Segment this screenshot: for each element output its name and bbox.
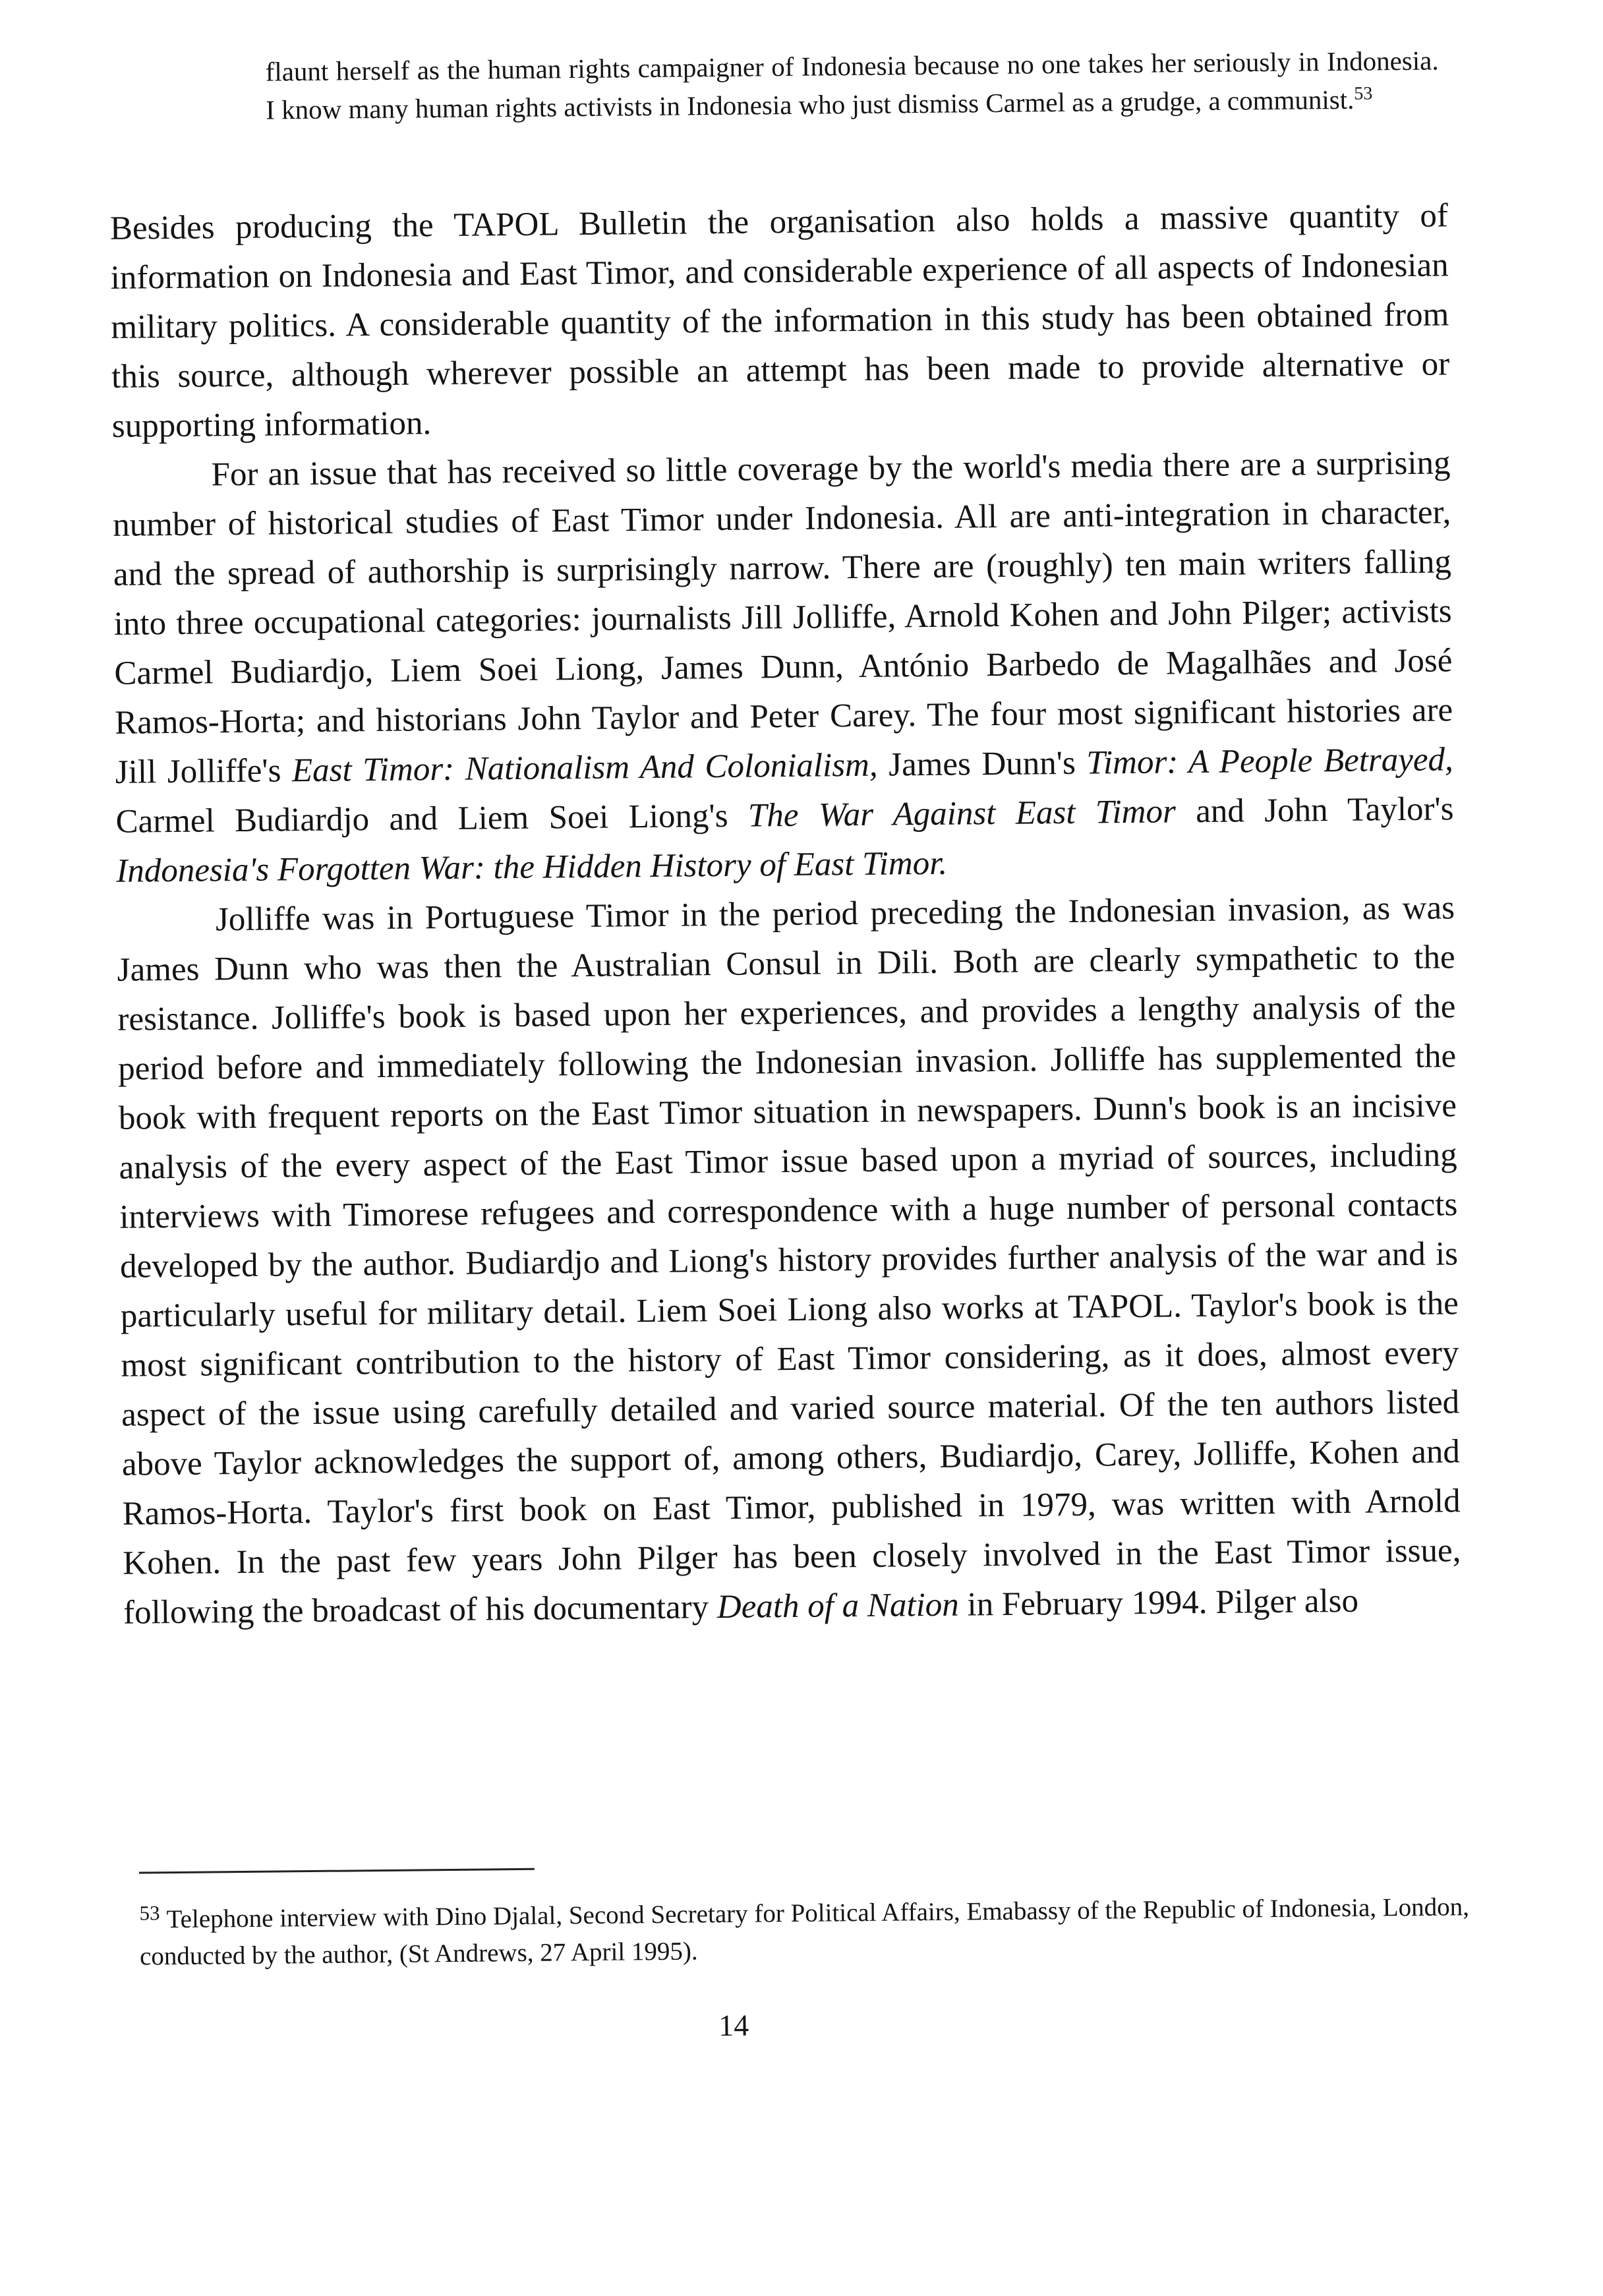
block-quote	[265, 41, 1439, 129]
paragraph-historical-studies	[112, 438, 1454, 896]
footnote-number: 53	[139, 1901, 160, 1925]
book-title: Timor: A People Betrayed,	[1086, 741, 1454, 782]
paragraph-text: Carmel Budiardjo and Liem Soei Liong's	[115, 797, 749, 840]
body-text	[110, 191, 1462, 1637]
paragraph-text: in February 1994. Pilger also	[958, 1582, 1359, 1624]
book-title: East Timor: Nationalism And Colonialism,	[291, 746, 878, 790]
paragraph-tapol-information: Besides producing the TAPOL Bulletin the organisation also holds a massive quantity of information on Indonesia and East Timor, and considerable experience of all aspects of Indonesian military politics. A considerable quantity of the information in this study has been obtained from this source, although wherever possible an attempt has been made to provide alternative or supporting information.	[109, 197, 1450, 445]
page-number: 14	[718, 2008, 749, 2043]
documentary-title: Death of a Nation	[716, 1586, 960, 1626]
footnote	[139, 1888, 1524, 1975]
paragraph-text: James Dunn's	[877, 744, 1087, 784]
paragraph-authors-analysis	[117, 883, 1462, 1637]
paragraph-text: For an issue that has received so little coverage by the world's media there are a surprising number of historical studies of East Timor under Indonesia. All are anti-integration in character, and the spread of authorship is surprisingly narrow. There are (roughly) ten main writers falling into three occupational categories: journalists Jill Jolliffe, Arnold Kohen and John Pilger; activists Carmel Budiardjo, Liem Soei Liong, James Dunn, António Barbedo de Magalhães and José Ramos-Horta; and historians John Taylor and Peter Carey. The four most significant histories are Jill Jolliffe's	[113, 444, 1453, 791]
paragraph-text: Jolliffe was in Portuguese Timor in the period preceding the Indonesian invasion, as was James Dunn who was then the Australian Consul in Dili. Both are clearly sympathetic to the resistance. Jolliffe's book is based upon her experiences, and provides a lengthy analysis of the period before and immediately following the Indonesian invasion. Jolliffe has supplemented the book with frequent reports on the East Timor situation in newspapers. Dunn's book is an incisive analysis of the every aspect of the East Timor issue based upon a myriad of sources, including interviews with Timorese refugees and correspondence with a huge number of personal contacts developed by the author. Budiardjo and Liong's history provides further analysis of the war and is particularly useful for military detail. Liem Soei Liong also works at TAPOL. Taylor's book is the most significant contribution to the history of East Timor considering, as it does, almost every aspect of the issue using carefully detailed and varied source material. Of the ten authors listed above Taylor acknowledges the support of, among others, Budiardjo, Carey, Jolliffe, Kohen and Ramos-Horta. Taylor's first book on East Timor, published in 1979, was written with Arnold Kohen. In the past few years John Pilger has been closely involved in the East Timor issue, following the broadcast of his documentary	[117, 889, 1461, 1632]
book-title: Indonesia's Forgotten War: the Hidden History of East Timor.	[116, 844, 948, 890]
footnote-separator	[139, 1868, 535, 1874]
footnote-reference: 53	[1354, 83, 1373, 104]
book-title: The War Against East Timor	[747, 793, 1177, 835]
paragraph-text: and John Taylor's	[1175, 790, 1454, 831]
footnote-text: Telephone interview with Dino Djalal, Second Secretary for Political Affairs, Emabassy of the Republic of Indonesia, London, conducted by the author, (St Andrews, 27 April 1995).	[139, 1893, 1470, 1971]
quote-text: flaunt herself as the human rights campaigner of Indonesia because no one takes her seriously in Indonesia. I know many human rights activists in Indonesia who just dismiss Carmel as a grudge, a communist.	[265, 45, 1439, 125]
